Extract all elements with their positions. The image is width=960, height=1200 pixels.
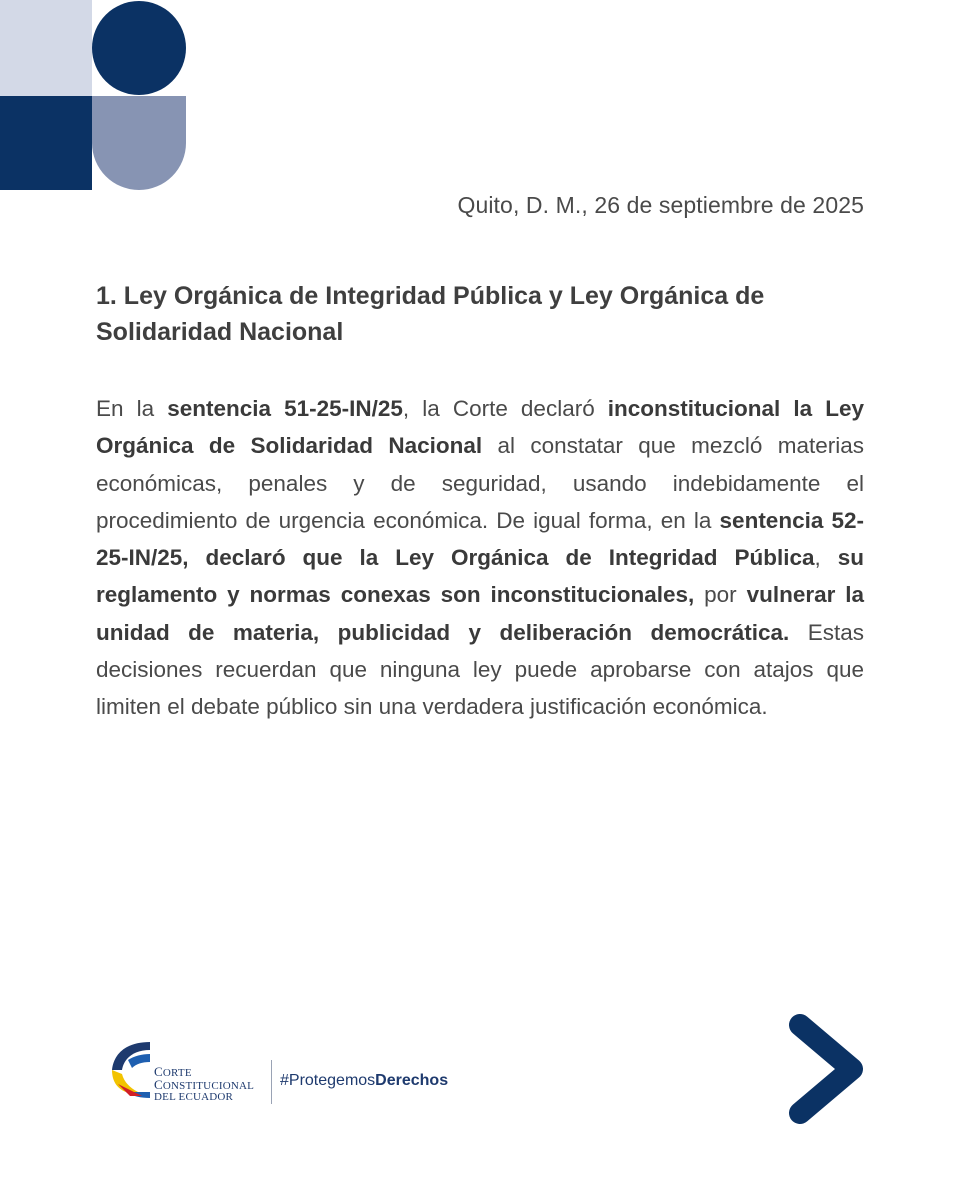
text-run: Estas decisiones recuerdan que ninguna ley puede aprobarse con atajos que limiten el debate público sin una verdadera justificación económica. bbox=[96, 619, 864, 720]
gray-half-circle bbox=[92, 96, 186, 190]
bold-run: inconstitucional la Ley Orgánica de Solidaridad Nacional bbox=[96, 396, 864, 459]
hashtag-prefix: #Protegemos bbox=[280, 1072, 376, 1089]
wordmark-rest: ONSTITUCIONAL bbox=[162, 1080, 255, 1092]
wordmark-cap: C bbox=[154, 1077, 163, 1092]
section-heading: 1. Ley Orgánica de Integridad Pública y Ley Orgánica de Solidaridad Nacional bbox=[96, 282, 765, 346]
text-run: , la Corte declaró bbox=[402, 396, 608, 421]
wordmark-cap: C bbox=[154, 1064, 163, 1079]
court-wordmark bbox=[154, 1066, 254, 1103]
footer-brand bbox=[108, 1040, 468, 1110]
navy-circle bbox=[92, 1, 186, 95]
bold-run: sentencia 51-25-IN/25 bbox=[167, 396, 403, 421]
bold-run: vulnerar la unidad de materia, publicidad y deliberación democrática. bbox=[96, 582, 864, 645]
text-run: En la bbox=[96, 396, 168, 421]
decorative-shapes bbox=[0, 0, 190, 192]
light-square bbox=[0, 0, 92, 96]
date-line: Quito, D. M., 26 de septiembre de 2025 bbox=[457, 192, 864, 218]
body-paragraph bbox=[96, 390, 864, 726]
wordmark-line-1 bbox=[154, 1066, 254, 1079]
text-run: por bbox=[694, 582, 747, 608]
wordmark-rest: ORTE bbox=[162, 1067, 192, 1079]
navy-square bbox=[0, 96, 92, 190]
bold-run: su reglamento y normas conexas son inconstitucionales, bbox=[96, 545, 864, 608]
hashtag bbox=[280, 1072, 448, 1090]
text-run: , bbox=[814, 545, 838, 571]
bold-run: sentencia 52-25-IN/25, declaró que la Ley Orgánica de Integridad Pública bbox=[96, 507, 864, 571]
text-run: al constatar que mezcló materias económicas, penales y de seguridad, usando indebidamente el procedimiento de urgencia económica. De igual forma, en la bbox=[96, 433, 864, 533]
chevron-right-icon[interactable] bbox=[780, 1005, 875, 1130]
logo-divider bbox=[271, 1060, 272, 1104]
court-emblem-icon bbox=[108, 1040, 154, 1102]
hashtag-bold: Derechos bbox=[375, 1072, 449, 1089]
wordmark-line-3: DEL ECUADOR bbox=[154, 1091, 234, 1103]
